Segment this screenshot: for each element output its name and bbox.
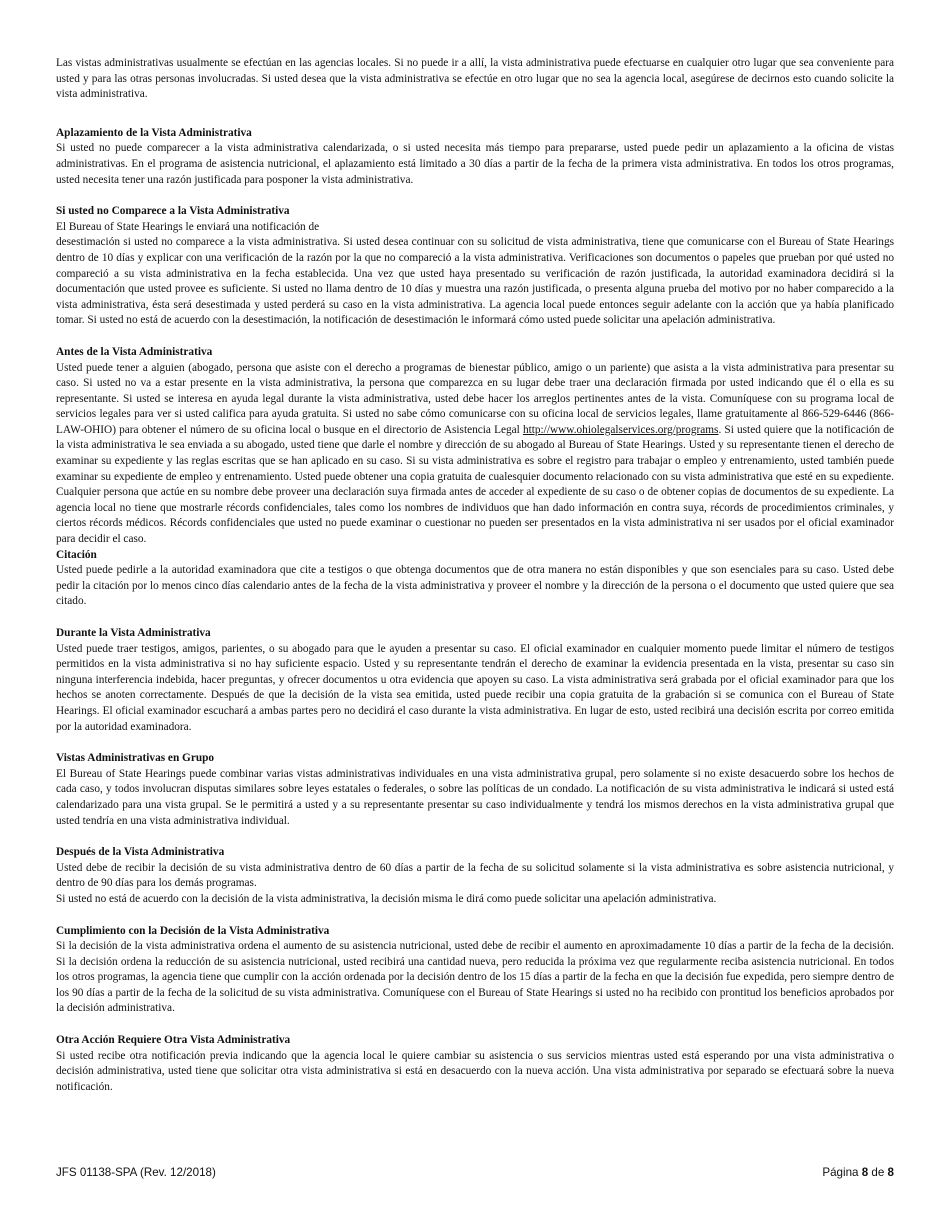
legal-aid-link[interactable]: http://www.ohiolegalservices.org/programs	[522, 423, 719, 436]
section-postponement	[56, 126, 894, 188]
section-body: Usted puede pedirle a la autoridad examinadora que cite a testigos o que obtenga documentos que de otra manera no están disponibles y que son esenciales para su caso. Usted debe pedir la citación por lo menos cinco días calendario antes de la fecha de la vista administrativa y proveer el nombre y la dirección de la persona o el documento que usted quiere que sea citado.	[56, 564, 894, 608]
section-body: Si usted no está de acuerdo con la decisión de la vista administrativa, la decisión misma le dirá como puede solicitar una apelación administrativa.	[56, 892, 717, 905]
section-no-show	[56, 204, 894, 329]
section-heading: Vistas Administrativas en Grupo	[56, 752, 215, 765]
section-body: Si la decisión de la vista administrativa ordena el aumento de su asistencia nutricional, usted debe de recibir el aumento en aproximadamente 10 días a partir de la fecha de la decisión. Si la decisión ordena la reducción de su asistencia nutricional, usted recibirá una cantidad nueva, pero reducida la próxima vez que regularmente reciba asistencia nutricional. En todos los otros programas, la agencia tiene que cumplir con la acción ordenada por la decisión dentro de los 15 días a partir de la fecha en que la decisión fue expedida, pero siempre dentro de los 90 días a partir de la fecha de la solicitud de su vista administrativa. Comuníquese con el Bureau of State Hearings si usted no ha recibido con prontitud los beneficios aprobados por la decisión administrativa.	[56, 940, 894, 1015]
form-id: JFS 01138-SPA (Rev. 12/2018)	[56, 1166, 216, 1179]
section-heading: Durante la Vista Administrativa	[56, 627, 211, 639]
page-current: 8	[861, 1166, 869, 1179]
section-body: desestimación si usted no comparece a la vista administrativa. Si usted desea continuar con su solicitud de vista administrativa, tiene que comunicarse con el Bureau of State Hearings dentro de 10 días y explicar con una verificación de la razón por la que no compareció a la vista administrativa. Verificaciones son documentos o papeles que prueban por qué usted no compareció a su vista administrativa en la fecha establecida. Una vez que usted haya presentado su verificación de razón justificada, la autoridad examinadora decidirá si la documentación que usted provee es suficiente. Si usted no llama dentro de 10 días y muestra una razón justificada, o presenta alguna prueba del motivo por no haber comparecido a la vista administrativa, ésta será desestimada y usted perderá su caso en la vista administrativa. La agencia local puede entonces seguir adelante con la acción que ya había planificado tomar. Si usted no está de acuerdo con la desestimación, la notificación de desestimación le informará cómo usted puede solicitar una apelación administrativa.	[56, 236, 894, 327]
section-heading: Después de la Vista Administrativa	[56, 846, 225, 859]
section-heading: Otra Acción Requiere Otra Vista Administrativa	[56, 1034, 291, 1047]
section-during	[56, 626, 894, 735]
section-body: Usted debe de recibir la decisión de su vista administrativa dentro de 60 días a partir de la fecha de su solicitud solamente si la vista administrativa es sobre asistencia nutricional, y dentro de 90 días para los demás programas.	[56, 861, 894, 890]
section-after	[56, 845, 894, 907]
section-body: Si usted no puede comparecer a la vista administrativa calendarizada, o si usted necesita más tiempo para prepararse, usted puede pedir un aplazamiento a la oficina de vistas administrativas. En el programa de asistencia nutricional, el aplazamiento está limitado a 30 días a partir de la fecha de la primera vista administrativa. En todos los otros programas, usted necesita tener una razón justificada para posponer la vista administrativa.	[56, 142, 894, 186]
section-before	[56, 345, 894, 548]
section-body-part: . Si usted quiere que la notificación de la vista administrativa le sea enviada a su abogado, usted tiene que darle el nombre y dirección de su abogado al Bureau of State Hearings. Usted y su representante tienen el derecho de examinar su expediente y las reglas escritas que se han aplicado en su caso. Si su vista administrativa es sobre el registro para trabajar o empleo y entrenamiento, usted también puede examinar su expediente de empleo y entrenamiento. Usted puede obtener una copia gratuita de cualesquier documento relacionado con su vista administrativa que esté en su expediente. Cualquier persona que actúe en su nombre debe proveer una declaración suya firmada antes de acceder al expediente de su caso o de obtener copias de documentos de su expediente. La agencia local no tiene que mostrarle récords confidenciales, tales como los nombres de individuos que han dado información en contra suya, récords de procedimientos criminales, y ciertos récords médicos. Récords confidenciales que usted no puede examinar o cuestionar no pueden ser presentados en la vista administrativa ni ser usados por el oficial examinador para decidir el caso.	[56, 423, 894, 546]
document-body	[56, 56, 894, 1095]
page-number	[822, 1166, 894, 1179]
section-heading: Antes de la Vista Administrativa	[56, 345, 213, 358]
section-body-part: Usted puede tener a alguien (abogado, persona que asiste con el derecho a programas de bienestar público, amigo o un pariente) que asista a la vista administrativa para presentar su caso. Si usted no va a estar presente en la vista administrativa, la persona que comparezca en su lugar debe traer una declaración firmada por usted indicando que él o ella es su representante. Si usted se interesa en ayuda legal durante la vista administrativa, usted debe hacer los arreglos pertinentes antes de la vista. Comuníquese con su programa local de servicios legales para ver si usted califica para ayuda gratuita. Si usted no sabe cómo comunicarse con su oficina local de servicios legales, llame gratuitamente al 866-529-6446 (866-LAW-OHIO) para obtener el número de su oficina local o busque en el directorio de Asistencia Legal	[56, 361, 894, 436]
section-body: El Bureau of State Hearings puede combinar varias vistas administrativas individuales en una vista administrativa grupal, pero solamente si no existe desacuerdo sobre los hechos de cada caso, y todos involucran disputas similares sobre leyes estatales o federales, o sobre las políticas de un condado. La notificación de su vista administrativa le indicará si usted está calendarizado para una vista grupal. Se le permitirá a usted y a su representante presentar su caso individualmente y tendrá los mismos derechos en la vista administrativa grupal que usted tendría en una vista administrativa individual.	[56, 767, 894, 827]
section-body-line: El Bureau of State Hearings le enviará una notificación de	[56, 220, 320, 233]
page-footer	[56, 1166, 894, 1179]
intro-paragraph: Las vistas administrativas usualmente se efectúan en las agencias locales. Si no puede ir a allí, la vista administrativa puede efectuarse en cualquier otro lugar que sea conveniente para usted y para las otras personas involucradas. Si usted desea que la vista administrativa se efectúe en otro lugar que no sea la agencia local, asegúrese de decirnos esto cuando solicite la vista administrativa.	[56, 57, 894, 101]
section-heading: Aplazamiento de la Vista Administrativa	[56, 126, 252, 139]
page-total: 8	[887, 1166, 894, 1179]
section-body	[56, 361, 894, 548]
page-word: Página	[822, 1166, 859, 1179]
section-other-action	[56, 1033, 894, 1095]
page-of: de	[871, 1166, 885, 1179]
section-heading: Cumplimiento con la Decisión de la Vista Administrativa	[56, 924, 330, 937]
section-heading: Citación	[56, 548, 97, 561]
section-compliance	[56, 924, 894, 1018]
section-body: Si usted recibe otra notificación previa indicando que la agencia local le quiere cambiar su asistencia o sus servicios mientras usted está esperando por una vista administrativa o decisión administrativa, usted tiene que solicitar otra vista administrativa si está en desacuerdo con la nueva acción. Una vista administrativa por separado se efectuará sobre la nueva notificación.	[56, 1049, 894, 1093]
section-heading: Si usted no Comparece a la Vista Administrativa	[56, 205, 290, 218]
section-group	[56, 751, 894, 829]
section-citation	[56, 548, 894, 610]
section-body: Usted puede traer testigos, amigos, parientes, o su abogado para que le ayuden a presentar su caso. El oficial examinador en cualquier momento puede limitar el número de testigos permitidos en la vista administrativa si no hay suficiente espacio. Usted y su representante tendrán el derecho de examinar la evidencia presentada en la vista, presentar su caso sin ninguna interferencia indebida, hacer preguntas, y ofrecer documentos u otra evidencia que apoyen su caso. La vista administrativa será grabada por el oficial examinador para que los hechos se anoten correctamente. Después de que la decisión de la vista sea emitida, usted puede recibir una copia gratuita de la grabación si se comunica con el Bureau of State Hearings. El oficial examinador escuchará a ambas partes pero no decidirá el caso durante la vista administrativa. En lugar de esto, usted recibirá una decisión escrita por correo emitida por la autoridad examinadora.	[56, 642, 894, 733]
